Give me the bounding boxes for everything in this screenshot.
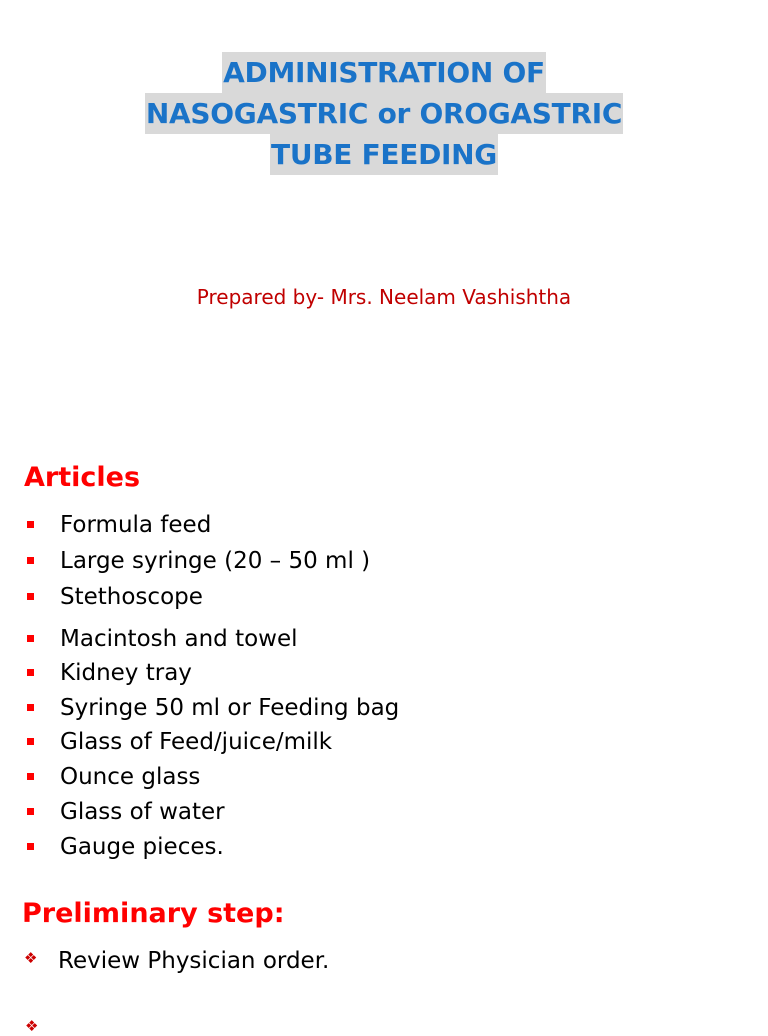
list-item-text: Glass of Feed/juice/milk — [60, 729, 333, 755]
list-item-text: Large syringe (20 – 50 ml ) — [60, 548, 371, 574]
square-bullet-icon — [27, 704, 34, 711]
list-item-text: Glass of water — [60, 799, 225, 825]
document-title — [0, 52, 768, 175]
preliminary-heading: Preliminary step: — [22, 898, 285, 929]
diamond-bullet-icon: ❖ — [25, 1017, 39, 1035]
list-item-text: Kidney tray — [60, 660, 192, 686]
preliminary-item-text: Review Physician order. — [58, 948, 330, 974]
list-item-text: Gauge pieces. — [60, 834, 224, 860]
list-item-text: Stethoscope — [60, 584, 203, 610]
author-credit: Prepared by- Mrs. Neelam Vashishtha — [196, 285, 572, 309]
articles-heading: Articles — [24, 462, 141, 493]
list-item-text: Ounce glass — [60, 764, 201, 790]
diamond-bullet-icon: ❖ — [24, 949, 38, 967]
square-bullet-icon — [27, 557, 34, 564]
square-bullet-icon — [27, 635, 34, 642]
square-bullet-icon — [27, 521, 34, 528]
list-item-text: Macintosh and towel — [60, 626, 298, 652]
title-line-2: NASOGASTRIC or OROGASTRIC — [145, 93, 623, 134]
square-bullet-icon — [27, 773, 34, 780]
square-bullet-icon — [27, 808, 34, 815]
square-bullet-icon — [27, 738, 34, 745]
list-item — [0, 584, 768, 623]
square-bullet-icon — [27, 593, 34, 600]
square-bullet-icon — [27, 843, 34, 850]
list-item — [0, 834, 768, 873]
list-item-text: Formula feed — [60, 512, 212, 538]
list-item-text: Syringe 50 ml or Feeding bag — [60, 695, 400, 721]
title-line-1: ADMINISTRATION OF — [222, 52, 546, 93]
title-line-3: TUBE FEEDING — [270, 134, 498, 175]
square-bullet-icon — [27, 669, 34, 676]
